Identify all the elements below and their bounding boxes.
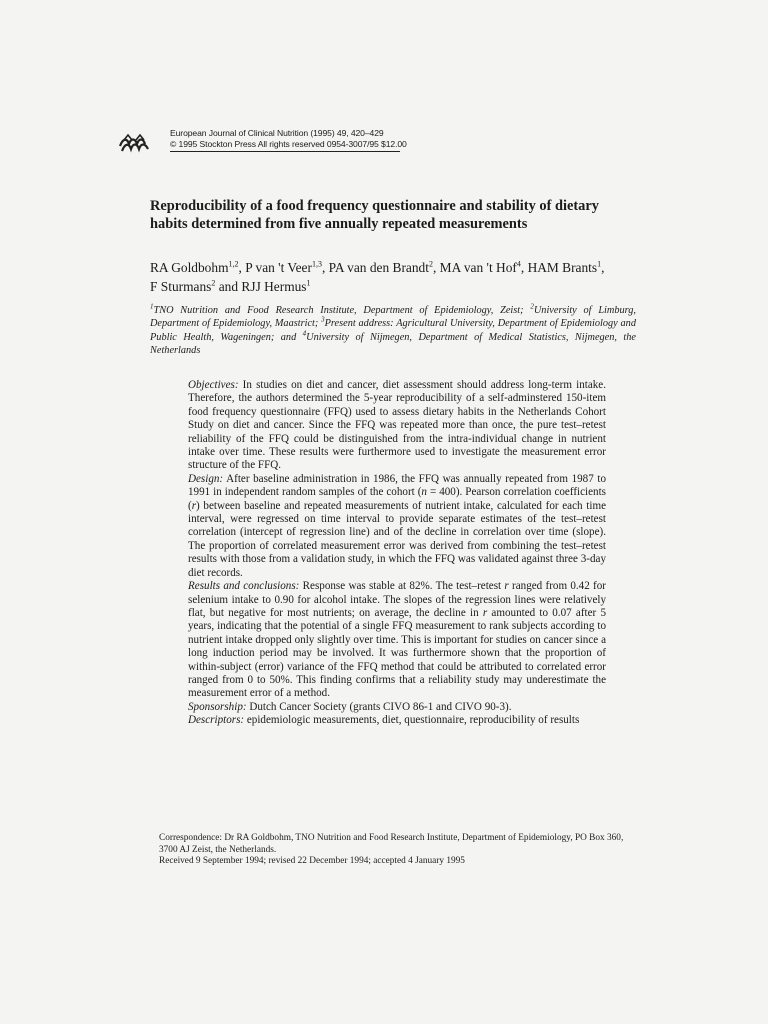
author-name: MA van 't Hof bbox=[439, 260, 517, 275]
affiliation-text: TNO Nutrition and Food Research Institute, Department of Epidemiology, Zeist; bbox=[153, 305, 531, 316]
author-name: F Sturmans bbox=[150, 279, 212, 294]
author-affiliation-mark: 1 bbox=[306, 278, 311, 288]
article-title: Reproducibility of a food frequency questionnaire and stability of dietary habits determined from five annually repeated measurements bbox=[150, 198, 599, 232]
footnote bbox=[159, 833, 635, 868]
abstract-design bbox=[188, 473, 606, 580]
abstract-descriptors bbox=[188, 714, 606, 727]
author-name: RA Goldbohm bbox=[150, 260, 229, 275]
author-list bbox=[150, 258, 642, 296]
section-text: epidemiologic measurements, diet, questionnaire, reproducibility of results bbox=[244, 714, 580, 727]
section-text: ) between baseline and repeated measurements of nutrient intake, calculated for each time interval, were regressed on time interval to provide separate estimates of the test–retest correlation (intercept of regression line) and of the decline in correlation over time (slope). The proportion of correlated measurement error was derived from combining the test–retest results with those from a validation study, in which the FFQ was validated against three 3-day diet records. bbox=[188, 499, 606, 579]
stockton-press-logo-icon bbox=[118, 132, 154, 154]
variable-r: r bbox=[191, 499, 197, 512]
affiliation-text: Present address: Agricultural University, Department of Epidemiology and Public Health, Wageningen; and bbox=[150, 318, 636, 343]
correspondence-note: Correspondence: Dr RA Goldbohm, TNO Nutrition and Food Research Institute, Department of Epidemiology, PO Box 360, 3700 AJ Zeist, the Netherlands. bbox=[159, 833, 624, 855]
author-affiliation-mark: 2 bbox=[211, 278, 216, 288]
author-name: P van 't Veer bbox=[245, 260, 312, 275]
section-label: Objectives: bbox=[188, 379, 239, 391]
author-affiliation-mark: 1,3 bbox=[311, 259, 322, 269]
abstract-objectives bbox=[188, 379, 606, 473]
abstract-sponsorship bbox=[188, 701, 606, 714]
section-text: Response was stable at 82%. The test–retest bbox=[299, 580, 505, 593]
section-text: ranged from 0.42 for selenium intake to 0.90 for alcohol intake. The slopes of the regression lines were relatively flat, but negative for most nutrients; on average, the decline in bbox=[188, 580, 606, 619]
affiliations bbox=[150, 304, 636, 358]
variable-r: r bbox=[504, 580, 509, 593]
author-separator: , bbox=[432, 260, 440, 275]
author-affiliation-mark: 4 bbox=[516, 259, 521, 269]
author-separator: and bbox=[215, 279, 242, 294]
affiliation-text: University of Limburg, Department of Epidemiology, Maastrict; bbox=[150, 305, 636, 330]
author-separator: , bbox=[520, 260, 528, 275]
journal-citation bbox=[170, 128, 407, 152]
section-label: Design: bbox=[188, 472, 224, 485]
section-text: amounted to 0.07 after 5 years, indicating that the potential of a single FFQ measurement to rank subjects according to nutrient intake dropped only slightly over time. This is important for studies on cancer since a long induction period may be involved. It was furthermore shown that the proportion of within-subject (error) variance of the FFQ method that could be attributed to correlated error ranged from 0 to 50%. This finding confirms that a reliability study may underestimate the measurement error of a method. bbox=[188, 606, 607, 700]
received-dates: Received 9 September 1994; revised 22 December 1994; accepted 4 January 1995 bbox=[159, 856, 465, 867]
author-separator: , bbox=[321, 260, 329, 275]
author-affiliation-mark: 1 bbox=[597, 259, 602, 269]
author-affiliation-mark: 1,2 bbox=[228, 259, 239, 269]
affiliation-mark: 2 bbox=[530, 302, 534, 311]
abstract bbox=[188, 379, 606, 728]
author-affiliation-mark: 2 bbox=[428, 259, 433, 269]
author-name: PA van den Brandt bbox=[328, 260, 429, 275]
affiliation-text: University of Nijmegen, Department of Medical Statistics, Nijmegen, the Netherlands bbox=[150, 331, 636, 357]
journal-reference: European Journal of Clinical Nutrition (1995) 49, 420–429 bbox=[170, 128, 384, 138]
author-separator: , bbox=[238, 260, 246, 275]
section-text: Dutch Cancer Society (grants CIVO 86-1 and CIVO 90-3). bbox=[246, 700, 512, 713]
section-text: = 400). Pearson correlation coefficients ( bbox=[188, 486, 606, 512]
section-label: Results and conclusions: bbox=[188, 580, 300, 593]
variable-n: n bbox=[421, 486, 427, 499]
section-text: After baseline administration in 1986, the FFQ was annually repeated from 1987 to 1991 in independent random samples of the cohort ( bbox=[188, 472, 606, 499]
variable-r: r bbox=[482, 606, 488, 619]
affiliation-mark: 1 bbox=[150, 302, 154, 311]
affiliation-mark: 3 bbox=[321, 315, 325, 324]
affiliation-mark: 4 bbox=[302, 329, 307, 338]
section-text: In studies on diet and cancer, diet assessment should address long-term intake. Therefore, the authors determined the 5-year reproducibility of a self-adminstered 150-item food frequency questionnaire (FFQ) used to assess dietary habits in the Netherlands Cohort Study on diet and cancer. Since the FFQ was repeated more than once, the pure test–retest reliability of the FFQ could be distinguished from the intra-individual change in nutrient intake over time. These results were furthermore used to investigate the measurement error structure of the FFQ. bbox=[188, 379, 606, 472]
journal-copyright: © 1995 Stockton Press All rights reserved 0954-3007/95 $12.00 bbox=[170, 139, 400, 152]
section-label: Descriptors: bbox=[188, 714, 245, 727]
author-name: HAM Brants bbox=[527, 260, 598, 275]
author-name: RJJ Hermus bbox=[241, 279, 307, 294]
abstract-results bbox=[188, 580, 606, 701]
author-separator: , bbox=[601, 260, 605, 275]
section-label: Sponsorship: bbox=[188, 700, 247, 713]
